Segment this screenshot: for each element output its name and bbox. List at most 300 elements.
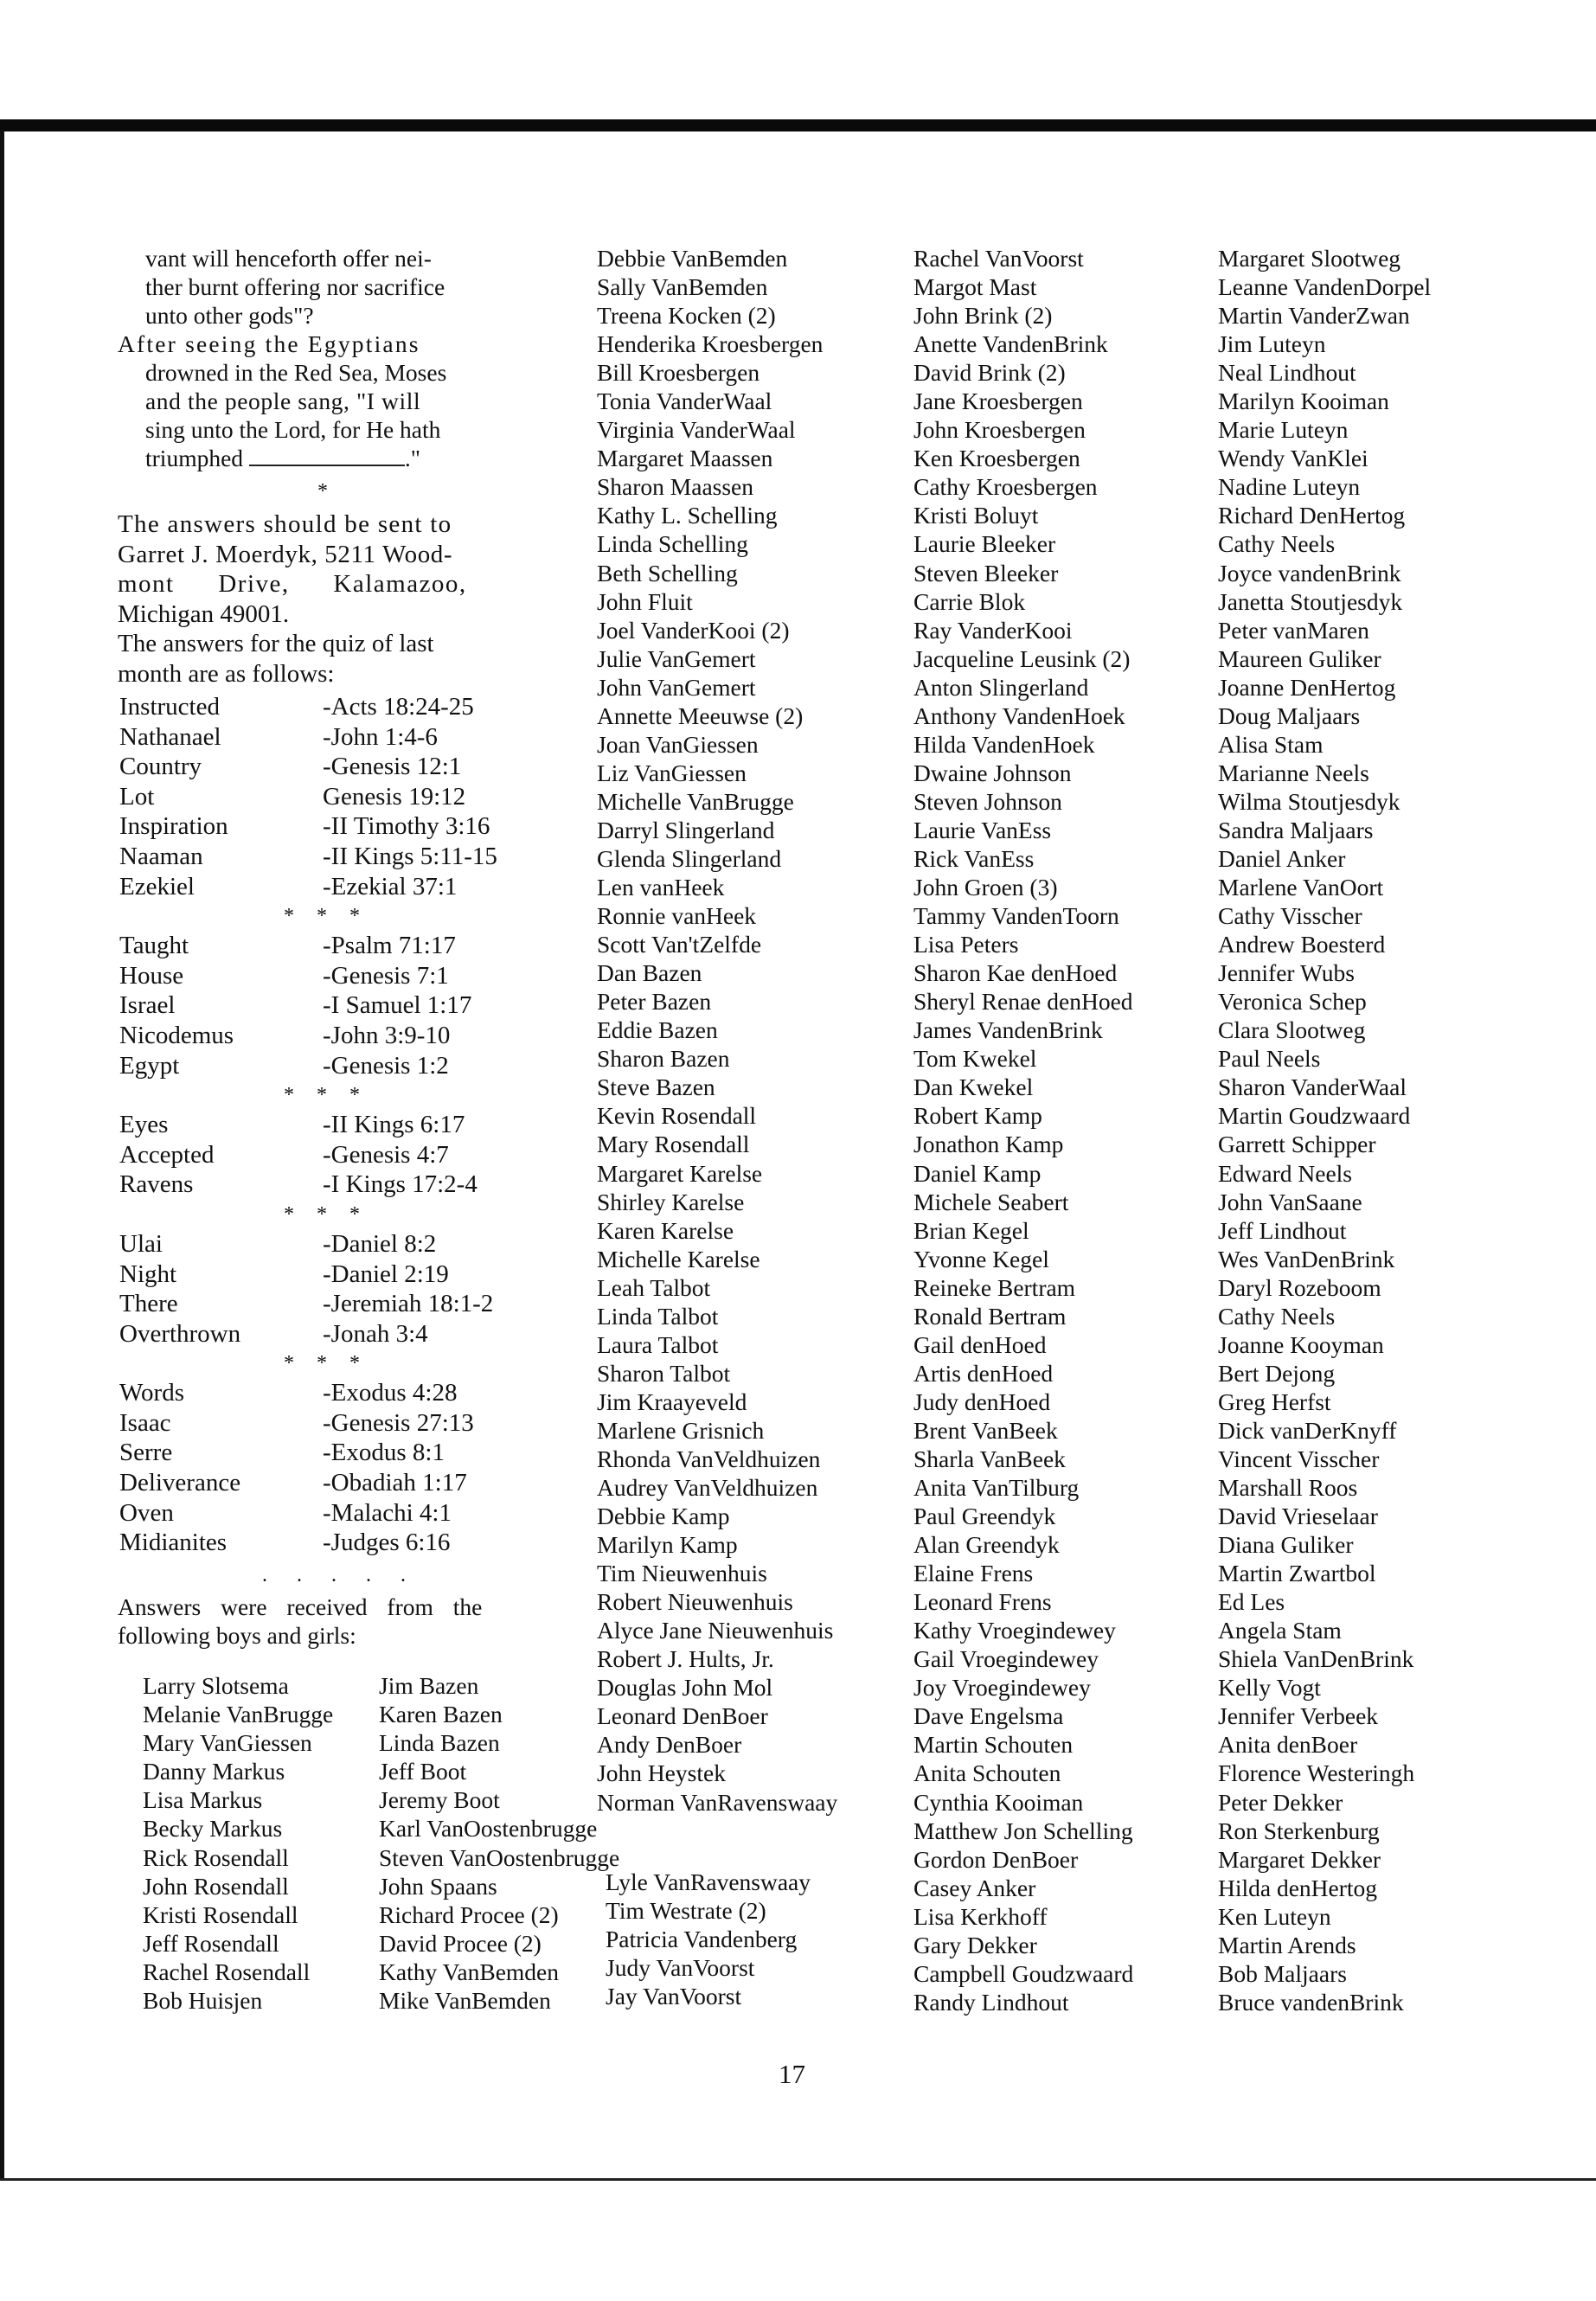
intro-line: After seeing the Egyptians xyxy=(118,330,420,357)
respondent-name: Joanne Kooyman xyxy=(1218,1330,1384,1358)
respondent-name: Cynthia Kooiman xyxy=(913,1788,1084,1816)
respondent-name: Julie VanGemert xyxy=(597,644,756,672)
respondent-name: Martin Arends xyxy=(1218,1931,1356,1958)
respondent-name: Maureen Guliker xyxy=(1218,644,1381,672)
respondent-name: Gordon DenBoer xyxy=(913,1845,1079,1873)
answer-word: Country xyxy=(119,753,202,781)
respondent-name: David Procee (2) xyxy=(379,1929,542,1957)
intro-line: unto other gods"? xyxy=(145,302,314,329)
respondent-name: Judy VanVoorst xyxy=(606,1954,755,1982)
intro-line: and the people sang, "I will xyxy=(145,388,421,414)
answer-reference: -Daniel 2:19 xyxy=(323,1259,449,1288)
answer-row xyxy=(119,961,552,991)
respondent-name: Robert J. Hults, Jr. xyxy=(597,1645,774,1673)
respondent-name: Dan Bazen xyxy=(597,959,702,987)
intro-end: ." xyxy=(404,445,421,471)
respondent-name: Karl VanOostenbrugge xyxy=(379,1815,598,1843)
answer-reference: -Genesis 1:2 xyxy=(323,1051,449,1080)
respondent-name: Laura Talbot xyxy=(597,1330,719,1358)
respondent-name: Ronald Bertram xyxy=(913,1302,1067,1330)
respondent-name: Paul Neels xyxy=(1218,1045,1321,1073)
respondent-name: Ken Kroesbergen xyxy=(913,445,1080,472)
answer-reference: -Exodus 8:1 xyxy=(323,1439,445,1467)
answer-reference: -II Timothy 3:16 xyxy=(323,812,490,841)
respondent-name: Ken Luteyn xyxy=(1218,1902,1331,1930)
respondent-name: Joel VanderKooi (2) xyxy=(597,616,790,644)
answer-word: Overthrown xyxy=(119,1319,241,1348)
respondent-name: David Vrieselaar xyxy=(1218,1503,1378,1530)
respondent-name: Sandra Maljaars xyxy=(1218,816,1374,843)
answer-word: Night xyxy=(119,1259,177,1288)
answer-row xyxy=(119,1110,552,1140)
answer-reference: -I Kings 17:2-4 xyxy=(323,1170,478,1199)
respondent-name: Ray VanderKooi xyxy=(913,616,1073,644)
respondent-name: James VandenBrink xyxy=(913,1016,1103,1044)
respondent-name: Margaret Slootweg xyxy=(1218,245,1401,272)
answer-row xyxy=(119,722,552,753)
respondent-name: Liz VanGiessen xyxy=(597,759,747,786)
respondent-name: Tammy VandenToorn xyxy=(913,902,1119,930)
respondent-name: John Rosendall xyxy=(143,1872,289,1900)
respondent-name: Shirley Karelse xyxy=(597,1188,745,1215)
respondent-column-2 xyxy=(597,244,900,1817)
respondent-name: Neal Lindhout xyxy=(1218,359,1356,387)
respondent-name: Richard DenHertog xyxy=(1218,502,1406,529)
respondent-name: Dick vanDerKnyff xyxy=(1218,1416,1397,1444)
respondent-name: John Spaans xyxy=(379,1872,497,1900)
respondent-name: Michelle Karelse xyxy=(597,1245,760,1272)
answer-list xyxy=(119,692,552,1558)
respondent-name: Jay VanVoorst xyxy=(606,1983,742,2010)
respondent-name: Kevin Rosendall xyxy=(597,1102,757,1130)
answer-word: Nathanael xyxy=(119,722,221,751)
answer-reference: -II Kings 5:11-15 xyxy=(323,842,497,870)
left-scan-edge xyxy=(0,130,4,2180)
respondent-name: Anita Schouten xyxy=(913,1759,1061,1787)
answer-row xyxy=(119,1498,552,1529)
answer-word: Egypt xyxy=(119,1051,180,1080)
respondent-name: Yvonne Kegel xyxy=(913,1245,1049,1272)
answer-word: Ulai xyxy=(119,1229,163,1258)
answer-word: Serre xyxy=(119,1439,173,1467)
answer-reference: -II Kings 6:17 xyxy=(323,1111,465,1139)
respondent-name: Doug Maljaars xyxy=(1218,702,1361,729)
respondent-name: Margaret Karelse xyxy=(597,1159,763,1187)
respondent-name: Laurie Bleeker xyxy=(913,530,1056,558)
respondent-name: Florence Westeringh xyxy=(1218,1759,1415,1787)
respondent-name: Rachel VanVoorst xyxy=(913,245,1084,272)
respondent-name: Tim Nieuwenhuis xyxy=(597,1560,767,1587)
respondent-name: Annette Meeuwse (2) xyxy=(597,702,804,729)
answer-reference: Genesis 19:12 xyxy=(323,782,466,811)
answer-reference: -Malachi 4:1 xyxy=(323,1498,452,1527)
respondent-name: Anita VanTilburg xyxy=(913,1474,1080,1502)
respondent-name: David Brink (2) xyxy=(913,359,1066,387)
respondent-name: Gail denHoed xyxy=(913,1330,1047,1358)
respondent-name: Jeff Boot xyxy=(379,1758,467,1785)
respondent-name: Sharon Maassen xyxy=(597,473,754,501)
respondent-name: Bob Maljaars xyxy=(1218,1959,1347,1987)
respondent-name: Patricia Vandenberg xyxy=(606,1926,798,1953)
respondent-name: Margaret Dekker xyxy=(1218,1845,1381,1873)
respondent-name: Gary Dekker xyxy=(913,1931,1037,1958)
answer-reference: -Acts 18:24-25 xyxy=(323,693,474,721)
respondent-name: Kathy Vroegindewey xyxy=(913,1617,1116,1644)
answer-word: Taught xyxy=(119,932,189,960)
respondent-name: Robert Kamp xyxy=(913,1102,1042,1130)
answer-row xyxy=(119,811,552,842)
respondent-name: John Fluit xyxy=(597,587,693,615)
respondent-name: Judy denHoed xyxy=(913,1388,1051,1415)
respondent-name: Sharla VanBeek xyxy=(913,1445,1066,1472)
respondent-name: Peter Dekker xyxy=(1218,1788,1343,1816)
respondent-name: Melanie VanBrugge xyxy=(143,1701,334,1728)
respondent-name: Nadine Luteyn xyxy=(1218,473,1361,501)
answer-reference: -Genesis 27:13 xyxy=(323,1408,474,1437)
respondent-name: Brian Kegel xyxy=(913,1216,1029,1244)
answer-word: Ezekiel xyxy=(119,872,195,901)
send-line: The answers should be sent to xyxy=(118,510,452,538)
respondent-name: Sally VanBemden xyxy=(597,273,768,301)
separator-star: * xyxy=(317,480,328,503)
respondent-name: Marshall Roos xyxy=(1218,1474,1358,1502)
respondent-name: Leonard Frens xyxy=(913,1588,1052,1616)
respondent-name: Wendy VanKlei xyxy=(1218,445,1368,472)
respondent-name: Kristi Rosendall xyxy=(143,1900,298,1928)
answer-word: Oven xyxy=(119,1498,174,1527)
answer-row xyxy=(119,782,552,812)
answer-reference: -Genesis 12:1 xyxy=(323,753,462,781)
respondent-name: Gail Vroegindewey xyxy=(913,1645,1099,1673)
respondent-name: Douglas John Mol xyxy=(597,1674,773,1702)
respondent-name: Steven Johnson xyxy=(913,787,1062,815)
respondent-name: Martin VanderZwan xyxy=(1218,302,1410,330)
answer-reference: -I Samuel 1:17 xyxy=(323,991,472,1020)
respondent-name: Anita denBoer xyxy=(1218,1731,1358,1759)
respondent-name: Mary VanGiessen xyxy=(143,1729,312,1757)
answer-word: Words xyxy=(119,1379,184,1407)
respondent-name: Andy DenBoer xyxy=(597,1731,742,1759)
answer-word: Lot xyxy=(119,782,155,811)
respondent-name: Randy Lindhout xyxy=(913,1988,1069,2016)
answer-row xyxy=(119,1051,552,1081)
answer-row xyxy=(119,1259,552,1290)
respondent-name: Linda Bazen xyxy=(379,1729,500,1757)
send-line: month are as follows: xyxy=(118,659,335,688)
separator-stars: * * * xyxy=(284,1084,369,1107)
respondent-name: John VanSaane xyxy=(1218,1188,1362,1215)
respondent-name: Scott Van'tZelfde xyxy=(597,931,762,958)
respondent-name: Martin Zwartbol xyxy=(1218,1560,1376,1587)
answer-word: There xyxy=(119,1290,178,1318)
respondent-name: Peter vanMaren xyxy=(1218,616,1369,644)
respondent-name: John Heystek xyxy=(597,1759,726,1787)
respondent-name: Rachel Rosendall xyxy=(143,1958,311,1985)
respondent-name: Robert Nieuwenhuis xyxy=(597,1588,793,1616)
respondent-name: Martin Goudzwaard xyxy=(1218,1102,1411,1130)
respondent-name: Paul Greendyk xyxy=(913,1503,1056,1530)
respondent-name: Jeff Rosendall xyxy=(143,1929,279,1957)
respondent-name: Leah Talbot xyxy=(597,1273,711,1301)
respondent-name: Lyle VanRavenswaay xyxy=(606,1868,811,1895)
respondent-name: Bob Huisjen xyxy=(143,1987,263,2015)
respondent-name: Jonathon Kamp xyxy=(913,1131,1064,1158)
respondent-name: Mike VanBemden xyxy=(379,1987,551,2015)
answer-row xyxy=(119,1438,552,1468)
respondent-name: Henderika Kroesbergen xyxy=(597,330,824,358)
respondent-name: Audrey VanVeldhuizen xyxy=(597,1474,818,1502)
respondent-name: Diana Guliker xyxy=(1218,1531,1354,1559)
respondent-name: Tonia VanderWaal xyxy=(597,388,772,415)
respondent-name: Carrie Blok xyxy=(913,587,1026,615)
respondent-name: Ronnie vanHeek xyxy=(597,902,757,930)
respondent-name: Linda Schelling xyxy=(597,530,748,558)
respondent-name: Norman VanRavenswaay xyxy=(597,1788,838,1816)
send-line: Garret J. Moerdyk, 5211 Wood- xyxy=(118,540,453,568)
respondent-name: Rick Rosendall xyxy=(143,1843,289,1871)
respondent-name: Shiela VanDenBrink xyxy=(1218,1645,1414,1673)
respondent-name: Vincent Visscher xyxy=(1218,1445,1380,1472)
respondent-name: Daryl Rozeboom xyxy=(1218,1273,1381,1301)
respondent-name: Bill Kroesbergen xyxy=(597,359,760,387)
respondent-name: Sharon Talbot xyxy=(597,1359,731,1387)
received-line: following boys and girls: xyxy=(118,1621,356,1649)
respondent-name: Cathy Neels xyxy=(1218,530,1336,558)
respondent-name: Hilda VandenHoek xyxy=(913,730,1095,758)
quiz-column xyxy=(118,244,552,1650)
separator-dots: . . . . . xyxy=(262,1563,418,1586)
answer-row xyxy=(119,1170,552,1200)
respondent-name: Edward Neels xyxy=(1218,1159,1353,1187)
respondent-name: Darryl Slingerland xyxy=(597,816,775,843)
respondent-name: Becky Markus xyxy=(143,1815,283,1843)
answer-blank xyxy=(249,444,405,466)
respondent-column-c xyxy=(606,1868,811,2010)
answer-row xyxy=(119,1021,552,1051)
respondent-name: Tom Kwekel xyxy=(913,1045,1037,1073)
respondent-name: Matthew Jon Schelling xyxy=(913,1817,1133,1844)
answer-row xyxy=(119,872,552,902)
respondent-name: Beth Schelling xyxy=(597,559,738,586)
respondent-name: Clara Slootweg xyxy=(1218,1016,1366,1044)
respondent-name: Kelly Vogt xyxy=(1218,1674,1321,1702)
respondent-name: Dwaine Johnson xyxy=(913,759,1072,786)
respondent-name: Danny Markus xyxy=(143,1758,285,1785)
answer-row xyxy=(119,1140,552,1170)
respondent-column-4 xyxy=(1218,244,1581,2016)
answer-word: Nicodemus xyxy=(119,1021,234,1049)
answer-row xyxy=(119,842,552,872)
bottom-scan-line xyxy=(0,2178,1596,2181)
respondent-name: Elaine Frens xyxy=(913,1560,1034,1587)
respondent-name: Michele Seabert xyxy=(913,1188,1069,1215)
respondent-name: Mary Rosendall xyxy=(597,1131,750,1158)
respondent-name: Veronica Schep xyxy=(1218,988,1367,1016)
respondent-name: Michelle VanBrugge xyxy=(597,787,794,815)
respondent-name: Sharon Bazen xyxy=(597,1045,730,1073)
respondent-column-a xyxy=(143,1671,333,2015)
answer-word: Instructed xyxy=(119,693,220,721)
respondent-name: Angela Stam xyxy=(1218,1617,1342,1644)
respondent-name: Steven VanOostenbrugge xyxy=(379,1843,620,1871)
respondent-name: Karen Bazen xyxy=(379,1701,503,1728)
respondent-name: Cathy Visscher xyxy=(1218,902,1362,930)
respondent-name: Larry Slotsema xyxy=(143,1672,289,1699)
respondent-name: John Kroesbergen xyxy=(913,416,1086,444)
respondent-name: Reineke Bertram xyxy=(913,1273,1076,1301)
respondent-name: Jim Kraayeveld xyxy=(597,1388,747,1415)
respondent-name: John Groen (3) xyxy=(913,874,1058,901)
respondent-name: Peter Bazen xyxy=(597,988,712,1016)
answer-row xyxy=(119,990,552,1021)
respondent-name: Marilyn Kamp xyxy=(597,1531,738,1559)
respondent-name: Martin Schouten xyxy=(913,1731,1074,1759)
answer-row xyxy=(119,692,552,722)
answer-word: Isaac xyxy=(119,1408,171,1437)
top-scan-bar xyxy=(0,119,1596,131)
respondent-name: Sheryl Renae denHoed xyxy=(913,988,1133,1016)
answer-word: Accepted xyxy=(119,1140,215,1169)
respondent-name: Jennifer Wubs xyxy=(1218,959,1356,987)
answer-reference: -Exodus 4:28 xyxy=(323,1379,458,1407)
respondent-name: Joy Vroegindewey xyxy=(913,1674,1091,1702)
answer-word: Israel xyxy=(119,991,176,1020)
respondent-name: Brent VanBeek xyxy=(913,1416,1058,1444)
answer-row xyxy=(119,1378,552,1408)
respondent-name: Daniel Anker xyxy=(1218,844,1346,872)
answer-row xyxy=(119,752,552,782)
respondent-name: Steven Bleeker xyxy=(913,559,1059,586)
respondent-name: Linda Talbot xyxy=(597,1302,719,1330)
respondent-name: Anette VandenBrink xyxy=(913,330,1108,358)
send-line: The answers for the quiz of last xyxy=(118,630,434,657)
answer-row xyxy=(119,931,552,961)
respondent-name: Daniel Kamp xyxy=(913,1159,1042,1187)
respondent-name: Garrett Schipper xyxy=(1218,1131,1376,1158)
answer-word: House xyxy=(119,961,184,990)
respondent-name: Kathy L. Schelling xyxy=(597,502,778,529)
separator-stars: * * * xyxy=(284,1202,369,1226)
respondent-name: Wilma Stoutjesdyk xyxy=(1218,787,1401,815)
page-number: 17 xyxy=(779,2059,805,2089)
intro-line: vant will henceforth offer nei- xyxy=(145,245,432,272)
separator-stars: * * * xyxy=(284,905,369,928)
respondent-name: Cathy Neels xyxy=(1218,1302,1336,1330)
answer-row xyxy=(119,1468,552,1498)
respondent-name: Debbie VanBemden xyxy=(597,245,788,272)
respondent-name: Steve Bazen xyxy=(597,1074,715,1101)
received-text xyxy=(118,1593,552,1650)
respondent-name: Jennifer Verbeek xyxy=(1218,1702,1379,1730)
respondent-name: Ed Les xyxy=(1218,1588,1285,1616)
respondent-name: Karen Karelse xyxy=(597,1216,734,1244)
answer-word: Naaman xyxy=(119,842,203,870)
respondent-name: Jim Bazen xyxy=(379,1672,479,1699)
respondent-name: Artis denHoed xyxy=(913,1359,1054,1387)
received-line: Answers were received from the xyxy=(118,1593,483,1620)
respondent-name: Bert Dejong xyxy=(1218,1359,1336,1387)
respondent-name: Cathy Kroesbergen xyxy=(913,473,1098,501)
respondent-name: Joyce vandenBrink xyxy=(1218,559,1401,586)
respondent-name: Glenda Slingerland xyxy=(597,844,782,872)
respondent-name: Dave Engelsma xyxy=(913,1702,1064,1730)
respondent-name: Kathy VanBemden xyxy=(379,1958,559,1985)
respondent-name: Kristi Boluyt xyxy=(913,502,1039,529)
respondent-name: Bruce vandenBrink xyxy=(1218,1988,1404,2016)
answer-word: Eyes xyxy=(119,1111,169,1139)
answer-reference: -Judges 6:16 xyxy=(323,1529,451,1557)
respondent-name: Lisa Markus xyxy=(143,1786,263,1814)
respondent-name: Lisa Kerkhoff xyxy=(913,1902,1048,1930)
intro-line: sing unto the Lord, for He hath xyxy=(145,416,441,443)
intro-text xyxy=(118,244,552,472)
answer-reference: -Psalm 71:17 xyxy=(323,932,456,960)
respondent-name: Janetta Stoutjesdyk xyxy=(1218,587,1403,615)
respondent-name: Marie Luteyn xyxy=(1218,416,1349,444)
intro-line: ther burnt offering nor sacrifice xyxy=(145,273,445,300)
respondent-name: Richard Procee (2) xyxy=(379,1900,559,1928)
respondent-name: Sharon Kae denHoed xyxy=(913,959,1118,987)
answer-reference: -Daniel 8:2 xyxy=(323,1229,437,1258)
respondent-name: Laurie VanEss xyxy=(913,816,1052,843)
answer-row xyxy=(119,1528,552,1558)
respondent-name: John Brink (2) xyxy=(913,302,1053,330)
respondent-name: Treena Kocken (2) xyxy=(597,302,776,330)
respondent-name: Alan Greendyk xyxy=(913,1531,1060,1559)
respondent-column-3 xyxy=(913,244,1216,2016)
respondent-name: Margaret Maassen xyxy=(597,445,773,472)
answer-reference: -Obadiah 1:17 xyxy=(323,1469,467,1497)
respondent-name: Jeff Lindhout xyxy=(1218,1216,1347,1244)
intro-word: triumphed xyxy=(145,445,244,471)
answer-reference: -Ezekial 37:1 xyxy=(323,872,458,901)
respondent-name: Ron Sterkenburg xyxy=(1218,1817,1380,1844)
answer-reference: -Jonah 3:4 xyxy=(323,1319,428,1348)
respondent-name: Margot Mast xyxy=(913,273,1037,301)
answer-word: Inspiration xyxy=(119,812,228,841)
respondent-name: Marianne Neels xyxy=(1218,759,1369,786)
respondent-name: Len vanHeek xyxy=(597,874,725,901)
respondent-name: Hilda denHertog xyxy=(1218,1874,1378,1901)
respondent-name: Leonard DenBoer xyxy=(597,1702,768,1730)
respondent-name: Marlene Grisnich xyxy=(597,1416,765,1444)
respondent-name: Jim Luteyn xyxy=(1218,330,1326,358)
separator-stars: * * * xyxy=(284,1352,369,1375)
respondent-name: Campbell Goudzwaard xyxy=(913,1959,1134,1987)
respondent-name: Leanne VandenDorpel xyxy=(1218,273,1432,301)
send-line: mont Drive, Kalamazoo, xyxy=(118,570,467,598)
respondent-name: Wes VanDenBrink xyxy=(1218,1245,1395,1272)
respondent-name: Rick VanEss xyxy=(913,844,1035,872)
respondent-name: Virginia VanderWaal xyxy=(597,416,796,444)
intro-line: drowned in the Red Sea, Moses xyxy=(145,359,447,386)
respondent-name: John VanGemert xyxy=(597,673,756,701)
respondent-name: Alisa Stam xyxy=(1218,730,1324,758)
answer-row xyxy=(119,1408,552,1439)
answer-row xyxy=(119,1319,552,1349)
respondent-name: Jeremy Boot xyxy=(379,1786,500,1814)
answer-row xyxy=(119,1289,552,1319)
answer-word: Deliverance xyxy=(119,1469,241,1497)
answer-reference: -Genesis 7:1 xyxy=(323,961,449,990)
respondent-name: Joan VanGiessen xyxy=(597,730,759,758)
answer-word: Ravens xyxy=(119,1170,194,1199)
respondent-name: Eddie Bazen xyxy=(597,1016,718,1044)
answer-row xyxy=(119,1229,552,1259)
answer-reference: -Genesis 4:7 xyxy=(323,1140,449,1169)
respondent-name: Debbie Kamp xyxy=(597,1503,730,1530)
respondent-name: Alyce Jane Nieuwenhuis xyxy=(597,1617,834,1644)
